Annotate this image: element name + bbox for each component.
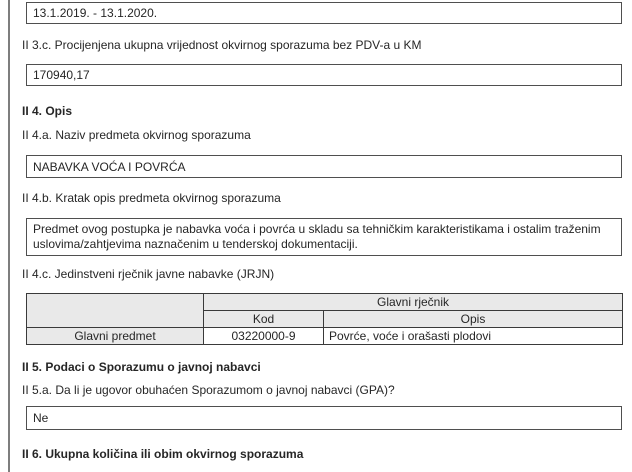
estimated-value: 170940,17	[33, 68, 90, 82]
section-ii6-heading: II 6. Ukupna količina ili obim okvirnog sporazuma	[22, 447, 304, 461]
gpa-answer-box	[26, 406, 622, 430]
jrjn-table-row	[27, 328, 623, 345]
document-content	[22, 0, 623, 461]
short-description-label: II 4.b. Kratak opis predmeta okvirnog sporazuma	[22, 191, 281, 205]
estimated-value-box	[26, 64, 622, 86]
estimated-value-label: II 3.c. Procijenjena ukupna vrijednost okvirnog sporazuma bez PDV-a u KM	[22, 38, 422, 52]
jrjn-row-opis-cell: Povrće, voće i orašasti plodovi	[324, 328, 623, 345]
jrjn-table-header-opis: Opis	[324, 311, 623, 328]
section-ii5-heading: II 5. Podaci o Sporazumu o javnoj nabavci	[22, 360, 261, 374]
gpa-answer-value: Ne	[33, 411, 49, 425]
subject-name-label: II 4.a. Naziv predmeta okvirnog sporazuma	[22, 128, 251, 142]
jrjn-table-corner-cell	[27, 294, 204, 328]
section-ii4-heading: II 4. Opis	[22, 104, 73, 118]
framework-period-value: 13.1.2019. - 13.1.2020.	[33, 6, 158, 20]
framework-period-box	[26, 2, 622, 24]
subject-name-box	[26, 155, 622, 178]
gpa-question-label: II 5.a. Da li je ugovor obuhaćen Sporazumom o javnoj nabavci (GPA)?	[22, 383, 395, 397]
jrjn-row-label-cell: Glavni predmet	[27, 328, 204, 345]
jrjn-label: II 4.c. Jedinstveni rječnik javne nabavke (JRJN)	[22, 267, 275, 281]
subject-name-value: NABAVKA VOĆA I POVRĆA	[33, 159, 186, 174]
jrjn-table-header-kod: Kod	[204, 311, 324, 328]
page-left-border	[8, 0, 10, 472]
short-description-box	[26, 218, 622, 256]
short-description-value: Predmet ovog postupka je nabavka voća i povrća u skladu sa tehničkim karakteristikama i ostalim traženim uslovima/zahtjevima naznačenim u tenderskoj dokumentaciji.	[33, 222, 601, 251]
jrjn-table	[26, 293, 623, 345]
jrjn-row-kod-cell: 03220000-9	[204, 328, 324, 345]
jrjn-table-group-header-row	[27, 294, 623, 311]
jrjn-table-group-header: Glavni rječnik	[204, 294, 623, 311]
